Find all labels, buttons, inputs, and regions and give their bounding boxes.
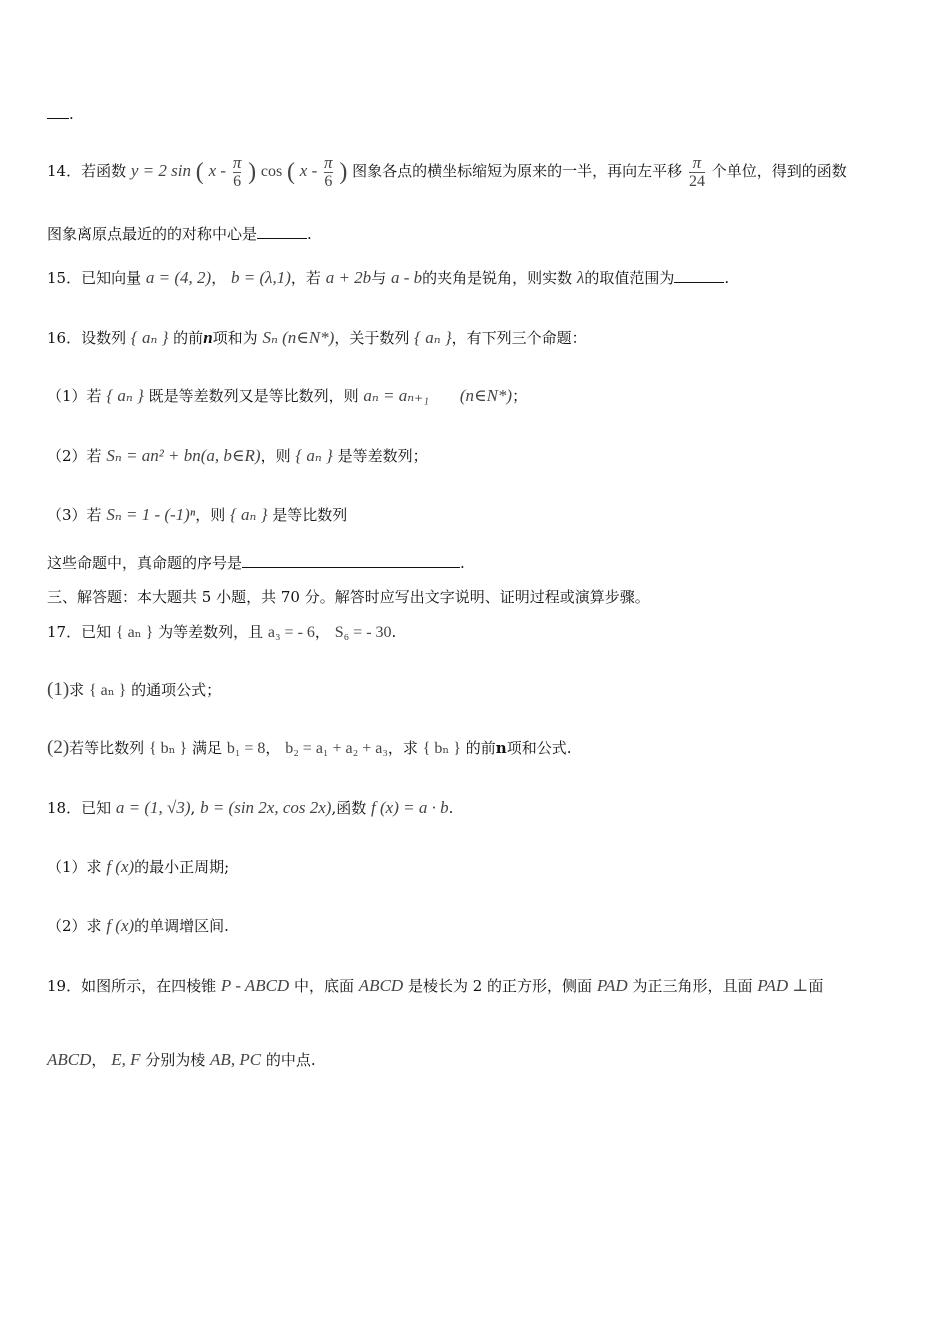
paren: ( (287, 159, 296, 185)
proposition-3 (47, 505, 347, 525)
formula: f (x) (106, 857, 135, 876)
question-17-part-2: (2)若等比数列 { bₙ } 满足 b₁ = 8， b₂ = a₁ + a₂ + a₃，求 { bₙ } 的前n项和公式. (47, 737, 572, 758)
question-number: 19． (47, 977, 82, 995)
part-label: (1) (47, 679, 70, 700)
answer-blank (674, 268, 724, 283)
formula: a = (4, 2) (145, 268, 212, 287)
question-number: 14． (47, 162, 82, 180)
question-text: 面 (808, 977, 824, 995)
question-text: 的单调增区间. (134, 917, 229, 935)
question-text: 已知 (81, 623, 112, 641)
question-17-part-1 (47, 680, 221, 701)
question-16-summary: 这些命题中，真命题的序号是 . (47, 554, 465, 572)
question-text: 的前 (465, 739, 496, 757)
question-text: 若函数 (81, 162, 127, 180)
question-text: 求 (69, 681, 85, 699)
question-text: 的中点. (265, 1051, 316, 1069)
formula: ABCD (358, 976, 404, 995)
question-text: 项和公式. (506, 739, 572, 757)
formula: a₃ = - 6 (267, 624, 315, 641)
proposition-1: （1）若 { aₙ } 既是等差数列又是等比数列，则 aₙ = aₙ₊₁ (n∈N*)； (47, 386, 528, 405)
question-text: 的取值范围为 (584, 269, 675, 287)
question-number: 16． (47, 329, 82, 347)
formula: Sₙ (n∈N*) (262, 328, 335, 347)
formula: { bₙ } (148, 740, 188, 757)
formula: ABCD (47, 1050, 92, 1069)
question-15: 15．已知向量 a = (4, 2)， b = (λ,1)，若 a + 2b与 a - b的夹角是锐角，则实数 λ的取值范围为 . (47, 268, 730, 287)
formula: S₆ = - 30 (334, 624, 392, 641)
question-text: 已知向量 (81, 269, 142, 287)
formula: { aₙ } (295, 446, 333, 465)
question-text: 与 (371, 269, 387, 287)
answer-blank (242, 553, 460, 568)
paren: ) (248, 159, 257, 185)
question-number: 15． (47, 269, 82, 287)
question-text: 图象离原点最近的的对称中心是 (47, 225, 258, 243)
formula: b₂ = a₁ + a₂ + a₃ (285, 740, 388, 757)
question-text: 个单位，得到的函数 (711, 162, 847, 180)
formula: b = (sin 2x, cos 2x) (200, 798, 332, 817)
formula: f (x) (106, 916, 135, 935)
formula: PAD ⊥ (757, 976, 809, 995)
formula: aₙ = aₙ₊₁ (363, 386, 430, 405)
formula: x - (208, 161, 227, 180)
formula: a - b (390, 268, 423, 287)
proposition-label: （2）若 (47, 447, 102, 465)
part-label: （1）求 (47, 858, 102, 876)
question-text: ，关于数列 (334, 329, 410, 347)
question-text: 为等差数列，且 (158, 623, 264, 641)
formula: { aₙ } (115, 624, 154, 641)
formula: λ (576, 268, 585, 287)
formula: { aₙ } (88, 682, 127, 699)
answer-blank (47, 104, 69, 119)
formula: Sₙ = 1 - (-1)ⁿ (106, 505, 196, 524)
question-text: ，则 (195, 506, 226, 524)
question-text: ，求 (387, 739, 418, 757)
formula: a = (1, √3) (115, 798, 191, 817)
question-text: 图象各点的横坐标缩短为原来的一半，再向左平移 (352, 162, 683, 180)
formula: cos (260, 163, 283, 180)
part-label: (2) (47, 737, 70, 758)
question-18-part-1 (47, 857, 229, 877)
answer-blank (257, 224, 307, 239)
question-text: 分别为棱 (145, 1051, 206, 1069)
question-text: 的最小正周期; (134, 858, 230, 876)
formula: E, F (111, 1050, 141, 1069)
proposition-label: （3）若 (47, 506, 102, 524)
part-label: （2）求 (47, 917, 102, 935)
formula: { aₙ } (130, 328, 169, 347)
fraction-pi-24: $\frac{\pi}{24}$ (688, 152, 705, 190)
formula: x - (299, 161, 318, 180)
formula: Sₙ = an² + bn(a, b∈R) (106, 446, 261, 465)
question-text: 若等比数列 (69, 739, 145, 757)
formula: AB, PC (210, 1050, 262, 1069)
proposition-2 (47, 446, 428, 466)
question-14-cont: 图象离原点最近的的对称中心是 . (47, 225, 312, 243)
question-text: 为正三角形，且面 (632, 977, 753, 995)
formula: PAD (596, 976, 628, 995)
question-text: 既是等差数列又是等比数列，则 (148, 387, 359, 405)
proposition-label: （1）若 (47, 387, 102, 405)
question-19 (47, 976, 823, 996)
question-text: 这些命题中，真命题的序号是 (47, 554, 243, 572)
question-text: 是等比数列 (272, 506, 348, 524)
question-16: 16．设数列 { aₙ } 的前n项和为 Sₙ (n∈N*)，关于数列 { aₙ }，有下列三个命题： (47, 328, 587, 347)
question-text: 的夹角是锐角，则实数 (422, 269, 573, 287)
question-text: 的通项公式； (131, 681, 222, 699)
formula: b = (λ,1) (230, 268, 291, 287)
question-text: 中，底面 (294, 977, 355, 995)
question-text: ，有下列三个命题： (451, 329, 587, 347)
formula: { aₙ } (106, 386, 144, 405)
question-number: 17． (47, 623, 82, 641)
formula: y = 2 sin (130, 161, 191, 180)
question-18-part-2 (47, 916, 229, 936)
formula: a + 2b (325, 268, 372, 287)
question-text: 设数列 (81, 329, 127, 347)
question-text: 是棱长为 2 的正方形，侧面 (407, 977, 593, 995)
fraction-pi-6: $\frac{\pi}{6}$ (232, 152, 242, 190)
section-heading: 三、解答题：本大题共 5 小题，共 70 分。解答时应写出文字说明、证明过程或演算步骤。 (47, 588, 650, 606)
question-text: 满足 (192, 739, 223, 757)
question-text: 的前 (173, 329, 204, 347)
formula: b₁ = 8 (226, 740, 266, 757)
formula: { aₙ } (230, 505, 268, 524)
question-18: 18．已知 a = (1, √3), b = (sin 2x, cos 2x),函数 f (x) = a · b. (47, 798, 454, 817)
formula: f (x) = a · b (371, 798, 449, 817)
question-text: 项和为 (212, 329, 258, 347)
paren: ( (195, 159, 204, 185)
question-text: ，若 (290, 269, 321, 287)
paren: ) (339, 159, 348, 185)
formula: (n∈N*) (459, 386, 513, 405)
formula: P - ABCD (220, 976, 290, 995)
formula: { bₙ } (422, 740, 461, 757)
question-text: ,函数 (331, 799, 367, 817)
question-14 (47, 146, 847, 197)
question-text: 是等差数列； (337, 447, 428, 465)
question-text: ，则 (260, 447, 291, 465)
question-text: 如图所示，在四棱锥 (81, 977, 217, 995)
question-number: 18． (47, 799, 82, 817)
lead-line (47, 104, 74, 124)
question-text: 已知 (81, 799, 112, 817)
question-19-cont: ABCD， E, F 分别为棱 AB, PC 的中点. (47, 1050, 316, 1069)
formula: { aₙ } (414, 328, 452, 347)
question-17: 17．已知 { aₙ } 为等差数列，且 a₃ = - 6， S₆ = - 30. (47, 623, 397, 641)
period: . (69, 105, 74, 123)
fraction-pi-6: $\frac{\pi}{6}$ (324, 152, 333, 190)
